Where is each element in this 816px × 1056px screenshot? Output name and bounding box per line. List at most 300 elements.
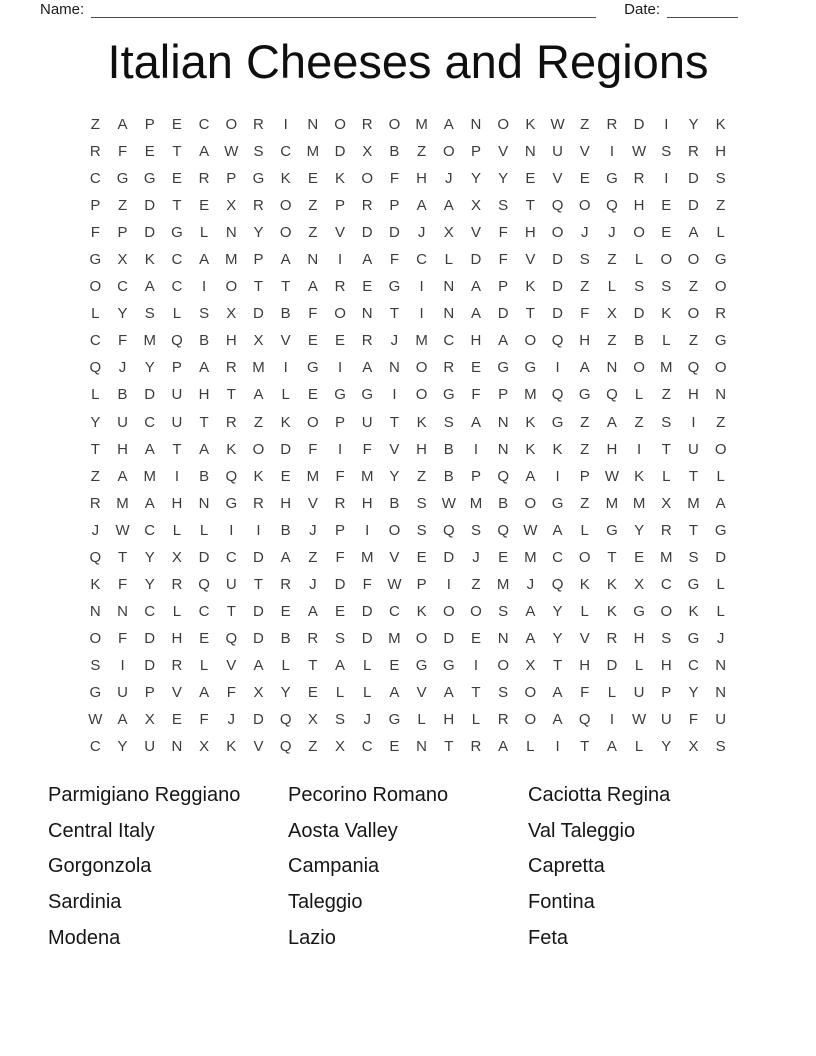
grid-letter-r4c2: Z xyxy=(117,197,128,215)
grid-letter-r11c16: P xyxy=(498,386,509,404)
grid-letter-r9c20: Z xyxy=(607,332,617,350)
grid-letter-r23c6: J xyxy=(227,711,236,729)
grid-letter-r16c16: Q xyxy=(497,521,509,539)
grid-letter-r20c8: B xyxy=(280,629,291,647)
grid-letter-r21c13: G xyxy=(415,656,428,674)
grid-letter-r8c20: X xyxy=(606,305,617,323)
grid-letter-r17c24: D xyxy=(715,548,727,566)
grid-letter-r19c2: N xyxy=(117,602,128,620)
grid-letter-r11c11: G xyxy=(361,386,374,404)
grid-letter-r21c8: L xyxy=(281,656,290,674)
word-list-column-2 xyxy=(288,781,528,959)
grid-letter-r8c19: F xyxy=(580,305,590,323)
grid-letter-r15c24: A xyxy=(715,494,726,512)
grid-letter-r19c21: G xyxy=(633,602,645,620)
grid-letter-r18c19: K xyxy=(579,575,590,593)
word-list-item: Caciotta Regina xyxy=(528,784,671,806)
grid-letter-r17c19: O xyxy=(578,548,591,566)
grid-letter-r19c16: S xyxy=(498,602,509,620)
grid-letter-r3c22: I xyxy=(664,170,669,188)
grid-letter-r13c7: O xyxy=(252,440,265,458)
grid-letter-r17c3: Y xyxy=(144,548,155,566)
grid-letter-r18c7: T xyxy=(253,575,264,593)
grid-letter-r13c3: A xyxy=(144,440,155,458)
grid-letter-r18c14: I xyxy=(446,575,451,593)
grid-letter-r9c10: E xyxy=(335,332,346,350)
grid-letter-r17c13: E xyxy=(416,548,427,566)
grid-letter-r7c24: O xyxy=(714,278,727,296)
word-list-item: Feta xyxy=(528,926,569,949)
grid-letter-r21c20: D xyxy=(606,656,618,674)
grid-letter-r15c4: H xyxy=(171,494,183,512)
grid-letter-r14c5: B xyxy=(199,467,210,485)
grid-letter-r11c4: U xyxy=(171,386,183,404)
grid-letter-r22c3: P xyxy=(144,684,155,701)
grid-letter-r18c4: R xyxy=(171,575,183,593)
grid-letter-r2c7: S xyxy=(253,143,264,161)
grid-letter-r20c12: M xyxy=(388,629,401,647)
grid-letter-r1c1: Z xyxy=(90,116,100,134)
grid-letter-r6c14: L xyxy=(444,251,453,269)
grid-letter-r22c11: L xyxy=(363,684,372,701)
grid-letter-r8c23: O xyxy=(687,305,700,323)
grid-letter-r10c22: M xyxy=(660,359,673,377)
grid-letter-r24c6: K xyxy=(226,738,237,756)
grid-letter-r20c20: R xyxy=(606,629,618,647)
grid-letter-r17c6: C xyxy=(225,548,237,566)
grid-letter-r7c7: T xyxy=(253,278,264,296)
grid-letter-r3c6: P xyxy=(226,170,237,188)
grid-letter-r16c2: W xyxy=(115,521,130,539)
grid-letter-r6c24: G xyxy=(714,251,727,269)
grid-letter-r23c15: L xyxy=(471,711,481,729)
grid-letter-r15c11: H xyxy=(361,494,373,512)
grid-letter-r13c19: Z xyxy=(580,440,590,458)
grid-letter-r17c1: Q xyxy=(89,548,102,566)
grid-letter-r20c13: O xyxy=(415,629,428,647)
grid-letter-r13c16: N xyxy=(497,440,509,458)
grid-letter-r2c3: E xyxy=(144,143,155,161)
grid-letter-r21c23: C xyxy=(688,656,699,674)
grid-letter-r1c3: P xyxy=(144,116,155,134)
grid-letter-r8c8: B xyxy=(280,305,291,323)
grid-letter-r23c12: G xyxy=(388,711,401,729)
grid-letter-r20c5: E xyxy=(199,629,210,647)
grid-letter-r6c1: G xyxy=(89,251,102,269)
grid-letter-r14c24: L xyxy=(716,467,725,485)
grid-letter-r2c5: A xyxy=(199,143,210,161)
grid-letter-r2c18: U xyxy=(552,143,563,161)
grid-letter-r12c10: P xyxy=(335,413,346,431)
grid-letter-r3c13: H xyxy=(416,170,428,188)
grid-letter-r1c12: O xyxy=(388,116,401,134)
grid-letter-r14c4: I xyxy=(174,467,179,485)
grid-letter-r10c12: N xyxy=(388,359,400,377)
word-list-item: Val Taleggio xyxy=(528,819,636,842)
grid-letter-r1c2: A xyxy=(117,116,128,134)
grid-letter-r23c20: I xyxy=(609,711,614,729)
grid-letter-r18c1: K xyxy=(90,575,101,593)
grid-letter-r18c9: J xyxy=(309,575,317,593)
grid-letter-r13c14: B xyxy=(443,440,454,458)
grid-letter-r19c15: O xyxy=(470,602,482,620)
grid-letter-r14c23: T xyxy=(688,467,699,485)
grid-letter-r5c3: D xyxy=(144,224,156,242)
grid-letter-r13c4: T xyxy=(172,440,182,458)
grid-letter-r21c15: I xyxy=(473,656,479,674)
grid-letter-r20c17: A xyxy=(525,629,536,647)
grid-letter-r22c18: A xyxy=(552,684,563,701)
grid-letter-r3c5: R xyxy=(198,170,210,188)
grid-letter-r8c14: N xyxy=(443,305,455,323)
grid-letter-r13c17: K xyxy=(525,440,536,458)
grid-letter-r2c1: R xyxy=(89,143,101,161)
grid-letter-r4c13: A xyxy=(416,197,427,215)
grid-letter-r3c7: G xyxy=(252,170,265,188)
grid-letter-r12c22: S xyxy=(661,413,672,431)
grid-letter-r19c10: E xyxy=(335,602,346,620)
grid-letter-r8c13: I xyxy=(419,305,424,323)
grid-letter-r6c22: O xyxy=(660,251,673,269)
grid-letter-r16c22: R xyxy=(660,521,672,539)
grid-letter-r22c10: L xyxy=(335,684,345,701)
grid-letter-r13c1: T xyxy=(90,440,100,458)
grid-letter-r13c15: I xyxy=(473,440,479,458)
grid-letter-r20c21: H xyxy=(633,629,645,647)
grid-letter-r10c4: P xyxy=(171,359,182,377)
grid-letter-r14c1: Z xyxy=(90,467,100,485)
grid-letter-r8c1: L xyxy=(91,305,100,323)
grid-letter-r1c14: A xyxy=(443,116,454,134)
grid-letter-r10c10: I xyxy=(337,359,343,377)
grid-letter-r7c10: R xyxy=(334,278,346,296)
grid-letter-r24c12: E xyxy=(389,738,400,756)
grid-letter-r6c10: I xyxy=(337,251,343,269)
word-list-item: Lazio xyxy=(288,926,336,949)
grid-letter-r11c3: D xyxy=(144,386,156,404)
grid-letter-r18c17: J xyxy=(526,575,535,593)
grid-letter-r5c12: D xyxy=(388,224,400,242)
grid-letter-r22c19: F xyxy=(580,684,590,701)
grid-letter-r19c9: A xyxy=(307,602,318,620)
grid-letter-r18c15: Z xyxy=(471,575,481,593)
grid-letter-r13c12: V xyxy=(389,440,400,458)
grid-letter-r22c20: L xyxy=(607,684,617,701)
wordsearch-grid xyxy=(82,111,735,760)
grid-letter-r15c9: V xyxy=(307,494,318,512)
grid-letter-r1c15: N xyxy=(470,116,482,134)
grid-letter-r3c24: S xyxy=(715,170,726,188)
name-blank-line[interactable] xyxy=(91,2,596,18)
grid-letter-r7c9: A xyxy=(307,278,318,296)
grid-letter-r7c11: E xyxy=(362,278,373,296)
grid-letter-r3c23: D xyxy=(688,170,699,188)
grid-letter-r18c3: Y xyxy=(144,575,155,593)
grid-letter-r2c8: C xyxy=(280,143,292,161)
grid-letter-r13c21: I xyxy=(637,440,642,458)
grid-letter-r15c21: M xyxy=(632,494,646,512)
word-list-item: Taleggio xyxy=(288,891,363,914)
grid-letter-r18c23: G xyxy=(687,575,700,593)
grid-letter-r5c16: F xyxy=(498,224,508,242)
grid-letter-r24c10: X xyxy=(335,738,346,756)
grid-letter-r15c7: R xyxy=(253,494,264,512)
grid-letter-r14c2: A xyxy=(117,467,128,485)
grid-letter-r12c19: Z xyxy=(580,413,590,431)
grid-letter-r15c5: N xyxy=(198,494,210,512)
grid-letter-r4c7: R xyxy=(253,197,264,215)
grid-letter-r24c4: N xyxy=(171,738,183,756)
grid-letter-r5c18: O xyxy=(551,224,564,242)
grid-letter-r6c19: S xyxy=(579,251,590,269)
grid-letter-r1c17: K xyxy=(525,116,536,134)
grid-letter-r5c14: X xyxy=(443,224,454,242)
grid-letter-r5c20: J xyxy=(608,224,616,242)
grid-letter-r11c10: G xyxy=(334,386,346,404)
word-list-item: Capretta xyxy=(528,855,605,878)
grid-letter-r16c12: O xyxy=(388,521,401,539)
grid-letter-r16c17: W xyxy=(523,521,538,539)
grid-letter-r11c22: Z xyxy=(661,386,671,404)
grid-letter-r18c22: C xyxy=(660,575,672,593)
word-list-item: Modena xyxy=(48,926,121,949)
grid-letter-r10c17: G xyxy=(524,359,537,377)
grid-letter-r19c20: K xyxy=(606,602,617,620)
grid-letter-r21c10: A xyxy=(335,656,346,674)
grid-letter-r8c15: A xyxy=(470,305,481,323)
grid-letter-r3c18: V xyxy=(552,170,563,188)
word-list-column-3 xyxy=(528,781,768,959)
grid-letter-r8c5: S xyxy=(199,305,210,323)
grid-letter-r9c1: C xyxy=(89,332,101,350)
date-blank-line[interactable] xyxy=(667,2,738,18)
grid-letter-r5c9: Z xyxy=(308,224,318,242)
grid-letter-r24c5: X xyxy=(199,738,210,756)
grid-letter-r17c5: D xyxy=(198,548,210,566)
grid-letter-r24c11: C xyxy=(361,738,373,756)
grid-letter-r13c20: H xyxy=(606,440,618,458)
grid-letter-r16c11: I xyxy=(365,521,370,539)
grid-letter-r9c2: F xyxy=(117,332,128,350)
grid-letter-r15c2: M xyxy=(116,494,129,512)
grid-letter-r24c20: A xyxy=(606,738,617,756)
grid-letter-r1c10: O xyxy=(334,116,346,134)
grid-letter-r12c21: Z xyxy=(634,413,644,431)
grid-letter-r10c23: Q xyxy=(687,359,700,377)
grid-letter-r9c24: G xyxy=(714,332,727,350)
grid-letter-r20c1: O xyxy=(89,629,102,647)
grid-letter-r23c5: F xyxy=(199,711,209,729)
grid-letter-r23c22: U xyxy=(660,711,672,729)
grid-letter-r19c13: K xyxy=(416,602,427,620)
grid-letter-r9c9: E xyxy=(307,332,318,350)
grid-letter-r12c15: A xyxy=(470,413,481,431)
grid-letter-r14c21: K xyxy=(634,467,645,485)
grid-letter-r14c22: L xyxy=(662,467,671,485)
grid-letter-r12c13: K xyxy=(416,413,427,431)
grid-letter-r22c24: N xyxy=(715,684,727,701)
grid-letter-r5c1: F xyxy=(90,224,100,242)
grid-letter-r21c18: T xyxy=(552,656,563,674)
grid-letter-r11c24: N xyxy=(715,386,727,404)
grid-letter-r16c3: C xyxy=(144,521,156,539)
grid-letter-r19c11: D xyxy=(361,602,373,620)
grid-letter-r20c23: G xyxy=(687,629,700,647)
grid-letter-r15c22: X xyxy=(661,494,672,512)
grid-letter-r17c14: D xyxy=(443,548,455,566)
grid-letter-r23c8: Q xyxy=(279,711,292,729)
grid-letter-r19c4: L xyxy=(172,602,182,620)
grid-letter-r4c12: P xyxy=(389,197,400,215)
grid-letter-r9c22: L xyxy=(662,332,671,350)
grid-letter-r22c23: Y xyxy=(688,684,699,701)
grid-letter-r17c11: M xyxy=(360,548,374,566)
grid-letter-r3c4: E xyxy=(171,170,182,188)
grid-letter-r6c13: C xyxy=(416,251,428,269)
grid-letter-r23c16: R xyxy=(497,711,509,729)
grid-letter-r20c14: D xyxy=(443,629,455,647)
grid-letter-r4c16: S xyxy=(498,197,509,215)
grid-letter-r4c23: D xyxy=(688,197,699,215)
grid-letter-r5c6: N xyxy=(225,224,237,242)
grid-letter-r11c18: Q xyxy=(551,386,564,404)
grid-letter-r22c22: P xyxy=(661,684,672,701)
grid-letter-r5c21: O xyxy=(633,224,645,242)
grid-letter-r15c17: O xyxy=(524,494,537,512)
grid-letter-r9c18: Q xyxy=(551,332,564,350)
grid-letter-r23c7: D xyxy=(253,711,264,729)
grid-letter-r16c24: G xyxy=(714,521,727,539)
grid-letter-r23c10: S xyxy=(335,711,346,729)
grid-letter-r11c7: A xyxy=(253,386,264,404)
grid-letter-r3c14: J xyxy=(445,170,453,188)
grid-letter-r6c17: V xyxy=(525,251,536,269)
grid-letter-r24c18: I xyxy=(555,738,560,756)
grid-letter-r1c23: Y xyxy=(688,116,699,134)
grid-letter-r4c14: A xyxy=(443,197,454,215)
grid-letter-r2c21: W xyxy=(632,143,647,161)
grid-letter-r12c9: O xyxy=(307,413,319,431)
grid-letter-r8c11: N xyxy=(361,305,373,323)
grid-letter-r12c16: N xyxy=(497,413,509,431)
grid-letter-r11c1: L xyxy=(91,386,100,404)
grid-letter-r4c20: Q xyxy=(606,197,618,215)
grid-letter-r17c10: F xyxy=(335,548,345,566)
grid-letter-r15c3: A xyxy=(144,494,155,512)
grid-letter-r15c14: W xyxy=(441,494,456,512)
grid-letter-r5c24: L xyxy=(716,224,725,242)
grid-letter-r15c10: R xyxy=(334,494,346,512)
grid-letter-r23c9: X xyxy=(307,711,318,729)
grid-letter-r19c24: L xyxy=(716,602,725,620)
grid-letter-r7c22: S xyxy=(661,278,672,296)
grid-letter-r10c8: I xyxy=(283,359,288,377)
page-title: Italian Cheeses and Regions xyxy=(107,35,709,88)
grid-letter-r12c8: K xyxy=(280,413,291,431)
grid-letter-r4c11: R xyxy=(361,197,373,215)
grid-letter-r22c13: V xyxy=(416,684,427,701)
grid-letter-r9c17: O xyxy=(524,332,537,350)
grid-letter-r10c20: N xyxy=(606,359,618,377)
grid-letter-r20c19: V xyxy=(579,629,590,647)
grid-letter-r16c6: I xyxy=(229,521,234,539)
grid-letter-r23c23: F xyxy=(688,711,699,729)
grid-letter-r21c21: L xyxy=(634,656,644,674)
grid-letter-r10c6: R xyxy=(225,359,237,377)
grid-letter-r22c16: S xyxy=(498,684,509,701)
grid-letter-r13c10: I xyxy=(337,440,343,458)
grid-letter-r18c16: M xyxy=(496,575,510,593)
grid-letter-r2c9: M xyxy=(306,143,320,161)
grid-letter-r19c19: L xyxy=(580,602,589,620)
grid-letter-r11c8: L xyxy=(281,386,290,404)
grid-letter-r7c12: G xyxy=(388,278,401,296)
grid-letter-r14c6: Q xyxy=(225,467,238,485)
grid-letter-r2c11: X xyxy=(362,143,373,161)
date-label: Date: xyxy=(624,1,660,18)
grid-letter-r16c7: I xyxy=(256,521,261,539)
grid-letter-r23c2: A xyxy=(117,711,128,729)
grid-letter-r18c5: Q xyxy=(198,575,210,593)
grid-letter-r21c4: R xyxy=(171,656,183,674)
grid-letter-r14c11: M xyxy=(360,467,374,485)
grid-letter-r17c22: M xyxy=(660,548,673,566)
grid-letter-r6c3: K xyxy=(144,251,155,269)
grid-letter-r11c23: H xyxy=(688,386,699,404)
grid-letter-r1c19: Z xyxy=(580,116,590,134)
grid-letter-r17c20: T xyxy=(607,548,617,566)
grid-letter-r23c3: X xyxy=(144,711,155,729)
grid-letter-r21c5: L xyxy=(199,656,209,674)
grid-letter-r23c18: A xyxy=(552,711,563,729)
grid-letter-r23c13: L xyxy=(417,711,426,729)
grid-letter-r1c7: R xyxy=(253,116,264,134)
grid-letter-r20c6: Q xyxy=(225,629,238,647)
grid-letter-r18c11: F xyxy=(362,575,372,593)
grid-letter-r9c4: Q xyxy=(171,332,183,350)
grid-letter-r15c19: Z xyxy=(580,494,590,512)
grid-letter-r24c8: Q xyxy=(279,738,292,756)
grid-letter-r19c8: E xyxy=(280,602,291,620)
grid-letter-r2c23: R xyxy=(688,143,699,161)
grid-letter-r4c6: X xyxy=(226,197,237,215)
grid-letter-r5c11: D xyxy=(361,224,373,242)
grid-letter-r4c5: E xyxy=(199,197,210,215)
grid-letter-r17c8: A xyxy=(280,548,291,566)
grid-letter-r7c18: D xyxy=(552,278,563,296)
grid-letter-r15c13: S xyxy=(416,494,427,512)
grid-letter-r18c8: R xyxy=(280,575,292,593)
grid-letter-r1c16: O xyxy=(497,116,509,134)
grid-letter-r7c2: C xyxy=(117,278,128,296)
word-list xyxy=(48,781,768,959)
grid-letter-r14c14: B xyxy=(443,467,454,485)
grid-letter-r11c5: H xyxy=(198,386,210,404)
grid-letter-r5c5: L xyxy=(199,224,209,242)
word-list-item: Fontina xyxy=(528,891,595,914)
grid-letter-r21c6: V xyxy=(226,656,237,674)
grid-letter-r20c3: D xyxy=(144,629,156,647)
grid-letter-r9c19: H xyxy=(579,332,591,350)
grid-letter-r8c9: F xyxy=(308,305,318,323)
grid-letter-r9c15: H xyxy=(470,332,482,350)
grid-letter-r5c17: H xyxy=(524,224,536,242)
grid-letter-r6c7: P xyxy=(253,251,264,269)
grid-letter-r15c8: H xyxy=(280,494,292,512)
grid-letter-r9c21: B xyxy=(634,332,645,350)
grid-letter-r24c21: L xyxy=(634,738,644,756)
grid-letter-r24c17: L xyxy=(526,738,535,756)
